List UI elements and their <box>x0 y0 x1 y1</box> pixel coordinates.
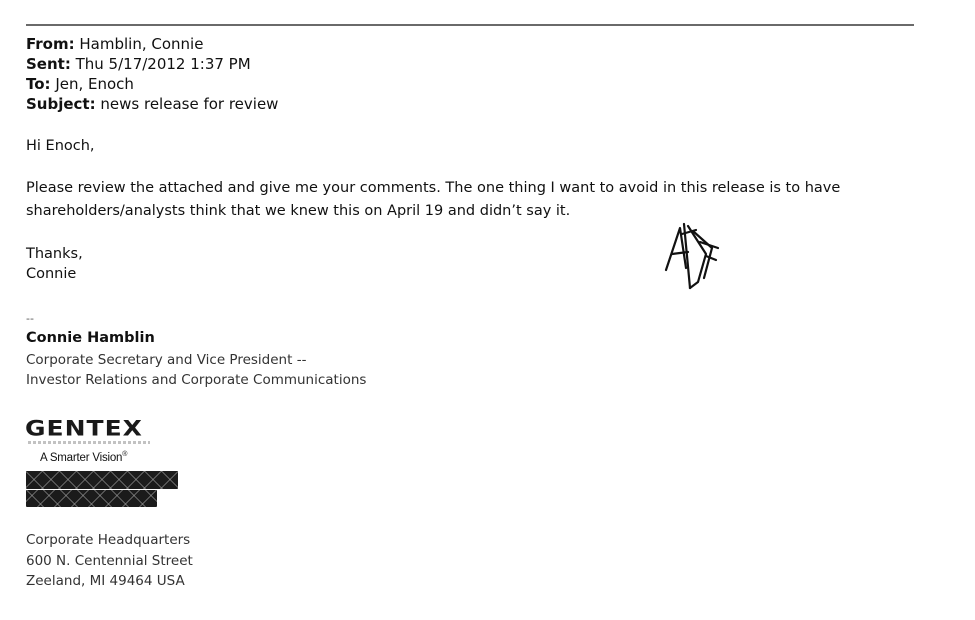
redaction-block-1 <box>26 471 178 489</box>
header-rule <box>26 24 914 26</box>
handwritten-initials-icon <box>660 218 724 294</box>
greeting: Hi Enoch, <box>26 138 95 154</box>
to-line <box>26 74 134 94</box>
signature-name: Connie Hamblin <box>26 330 155 346</box>
to-label: To: <box>26 75 51 93</box>
sent-line <box>26 54 251 74</box>
signature-title-line-2: Investor Relations and Corporate Communications <box>26 372 367 388</box>
from-value: Hamblin, Connie <box>79 35 204 53</box>
from-label: From: <box>26 35 75 53</box>
logo-tagline-mark: ® <box>122 451 128 458</box>
subject-line <box>26 94 278 114</box>
gentex-logo: GENTEX <box>25 416 143 441</box>
logo-tagline <box>40 451 127 464</box>
body-paragraph-line-1: Please review the attached and give me your comments. The one thing I want to avoid in this release is to have <box>26 180 841 196</box>
sent-label: Sent: <box>26 55 71 73</box>
subject-value: news release for review <box>100 95 279 113</box>
subject-label: Subject: <box>26 95 96 113</box>
logo-underline-decoration <box>28 441 150 444</box>
signature-separator: -- <box>26 312 34 325</box>
to-value: Jen, Enoch <box>55 75 134 93</box>
from-line <box>26 34 203 54</box>
logo-tagline-text: A Smarter Vision <box>40 451 123 464</box>
sent-value: Thu 5/17/2012 1:37 PM <box>75 55 251 73</box>
body-paragraph-line-2: shareholders/analysts think that we knew this on April 19 and didn’t say it. <box>26 203 571 219</box>
closing-name: Connie <box>26 266 77 282</box>
closing: Thanks, <box>26 246 83 262</box>
address-line-1: Corporate Headquarters <box>26 532 191 548</box>
signature-title-line-1: Corporate Secretary and Vice President -- <box>26 352 307 368</box>
address-line-2: 600 N. Centennial Street <box>26 553 193 569</box>
redaction-block-2 <box>26 490 157 507</box>
address-line-3: Zeeland, MI 49464 USA <box>26 573 185 589</box>
